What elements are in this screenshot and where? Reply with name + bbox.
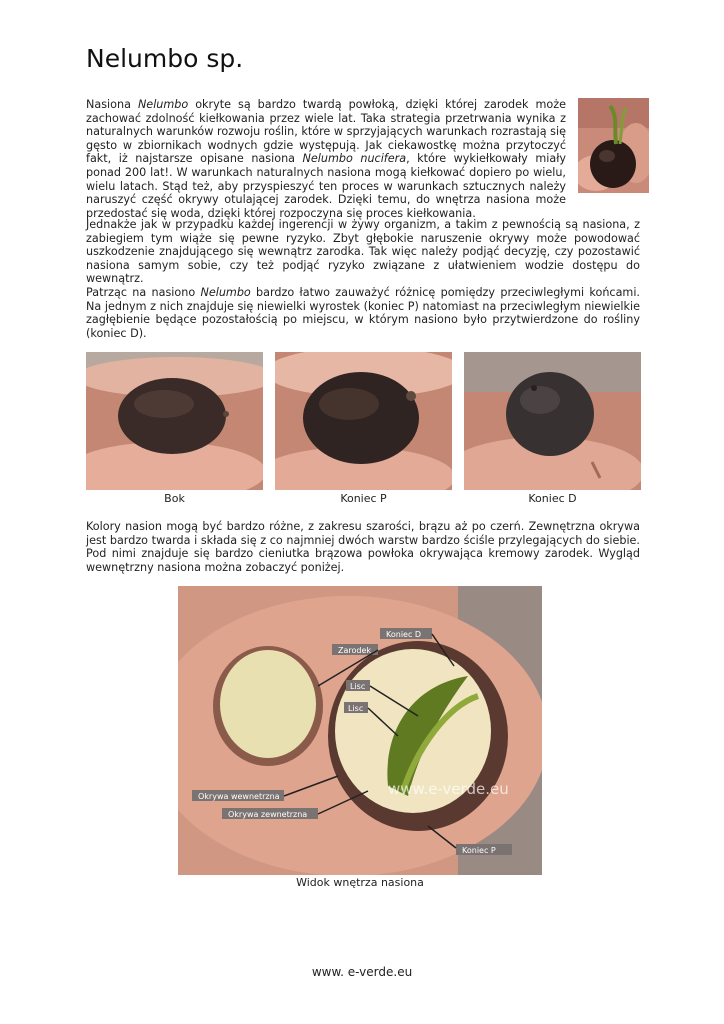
sprouting-seed-photo [578,98,649,193]
watermark: www.e-verde.eu [388,780,509,798]
label-okrywa-zewnetrzna: Okrywa zewnetrzna [228,810,308,819]
caption-end-p: Koniec P [340,492,387,505]
footer-url[interactable]: www. e-verde.eu [311,965,413,979]
seed-side-photo [86,352,263,490]
label-koniec-p: Koniec P [462,846,496,855]
caption-side: Bok [164,492,185,505]
label-zarodek: Zarodek [338,646,372,655]
caption-end-d: Koniec D [528,492,577,505]
caption-interior: Widok wnętrza nasiona [296,876,424,889]
colors-paragraph: Kolory nasion mogą być bardzo różne, z zakresu szarości, brązu aż po czerń. Zewnętrzna okrywa jest bardzo twarda i składa się z co najmniej dwóch warstw bardzo ściśle przylegających do siebie. Pod nimi znajduje się bardzo cieniutka brązowa powłoka okrywająca kremowy zarodek. Wygląd wewnętrzny nasiona można zobaczyć poniżej. [86,520,640,574]
label-lisc-1: Lisc [350,682,366,691]
label-lisc-2: Lisc [348,704,364,713]
seed-end-p-photo [275,352,452,490]
label-okrywa-wewnetrzna: Okrywa wewnetrzna [198,792,280,801]
risk-paragraph: Jednakże jak w przypadku każdej ingerencji w żywy organizm, a takim z pewnością są nasiona, z zabiegiem tym wiąże się pewne ryzyko. Zbyt głębokie naruszenie okrywy może powodować uszkodzenie znajdującego się wewnątrz zarodka. Tak więc należy podjąć decyzję, czy pozostawić nasiona samym sobie, czy też podjąć ryzyko związane z ułatwieniem wodzie dostępu do wewnątrz. [86,218,640,286]
page-title: Nelumbo sp. [86,44,244,73]
seed-end-d-photo [464,352,641,490]
label-koniec-d: Koniec D [386,630,422,639]
intro-paragraph: Nasiona Nelumbo okryte są bardzo twardą powłoką, dzięki której zarodek może zachować zdolność kiełkowania przez wiele lat. Taka strategia przetrwania wynika z naturalnych warunków rozwoju roślin, które w sprzyjających warunkach rozrastają się gęsto w zbiornikach wodnych gdzie występują. Jak ciekawostkę można przytoczyć fakt, iż najstarsze opisane nasiona Nelumbo nucifera, które wykiełkowały miały ponad 200 lat!. W warunkach naturalnych nasiona mogą kiełkować dopiero po wielu, wielu latach. Stąd też, aby przyspieszyć ten proces w warunkach sztucznych należy naruszyć część okrywy otulającej zarodek. Dzięki temu, do wnętrza nasiona może przedostać się woda, dzięki której rozpoczyna się proces kiełkowania. [86,98,566,220]
seed-interior-photo [178,586,542,875]
ends-paragraph: Patrząc na nasiono Nelumbo bardzo łatwo zauważyć różnicę pomiędzy przeciwległymi końcami. Na jednym z nich znajduje się niewielki wyrostek (koniec P) natomiast na przeciwległym niewielkie zagłębienie będące pozostałością po miejscu, w którym nasiono było przytwierdzone do rośliny (koniec D). [86,286,640,340]
